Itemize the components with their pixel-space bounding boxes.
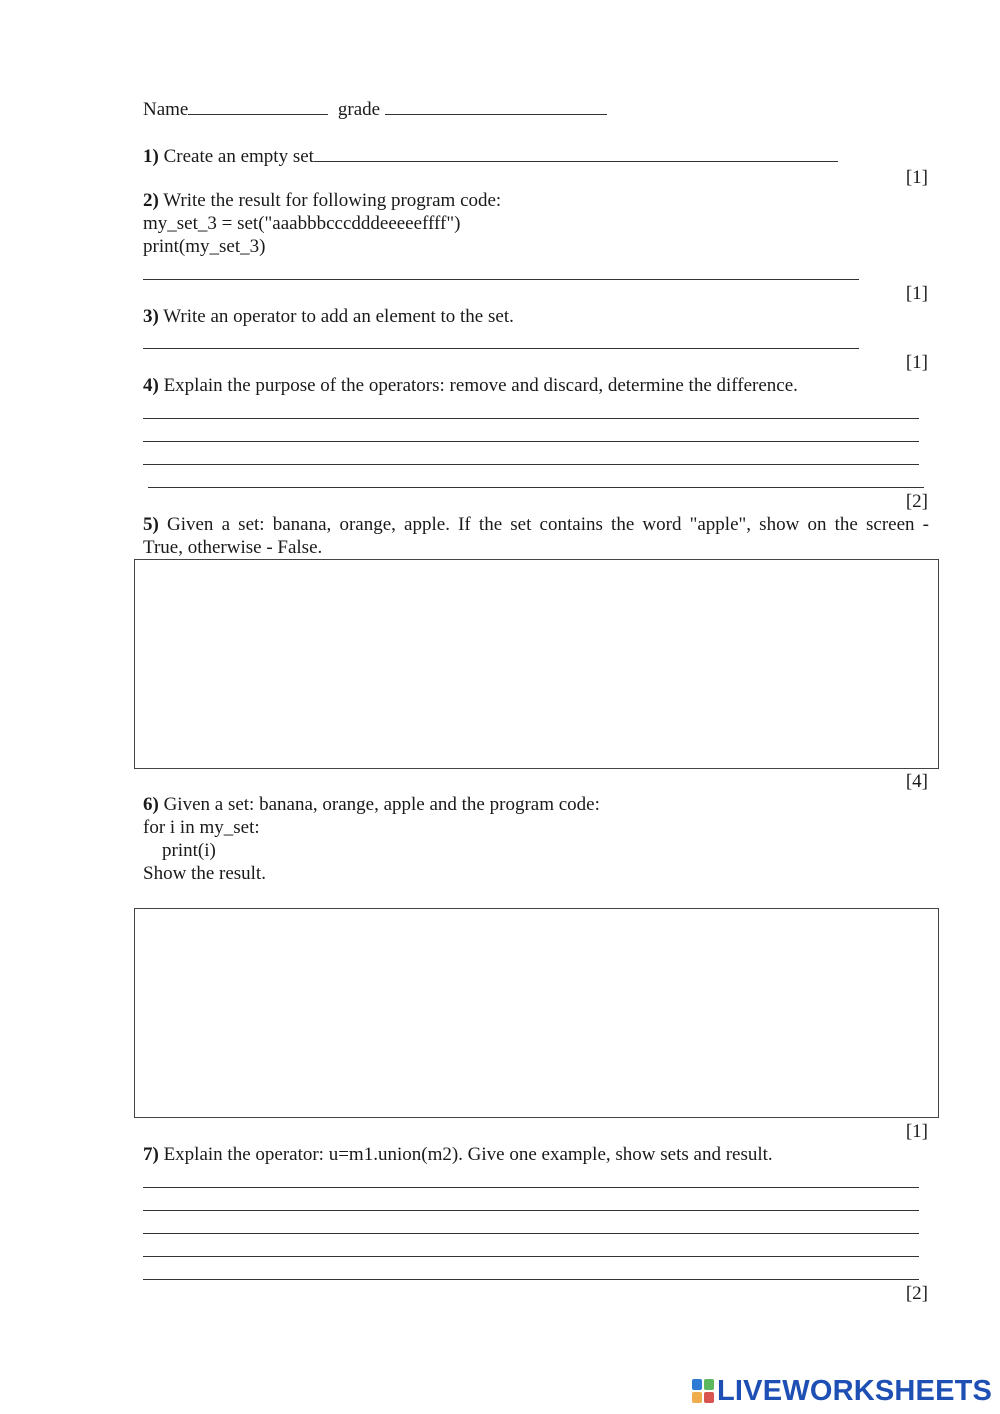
- question-3: [143, 305, 514, 328]
- mark-q4: [2]: [905, 491, 928, 512]
- question-text: Explain the operator: u=m1.union(m2). Give one example, show sets and result.: [163, 1144, 773, 1165]
- question-text: Write an operator to add an element to the set.: [163, 306, 514, 327]
- grade-label: grade: [337, 99, 381, 120]
- question-2: [143, 189, 501, 212]
- answer-line[interactable]: [143, 418, 919, 419]
- question-number: 5): [143, 514, 159, 535]
- mark-q1: [1]: [905, 167, 928, 188]
- question-number: 7): [143, 1144, 159, 1165]
- question-text: Write the result for following program code:: [163, 190, 502, 211]
- answer-line[interactable]: [143, 441, 919, 442]
- answer-line[interactable]: [143, 1187, 919, 1188]
- code-line: print(i): [143, 840, 216, 861]
- name-line: [143, 96, 607, 121]
- mark-q2: [1]: [905, 283, 928, 304]
- mark-q6: [1]: [905, 1121, 928, 1142]
- question-number: 1): [143, 146, 159, 167]
- code-line: for i in my_set:: [143, 817, 260, 838]
- question-4: [143, 374, 798, 397]
- answer-line[interactable]: [143, 464, 919, 465]
- answer-line[interactable]: [143, 1233, 919, 1234]
- question-number: 6): [143, 794, 159, 815]
- answer-box-q6[interactable]: [134, 908, 939, 1118]
- answer-line[interactable]: [314, 143, 838, 162]
- name-label: Name: [143, 99, 189, 120]
- question-text: Given a set: banana, orange, apple and the program code:: [163, 794, 600, 815]
- code-line: print(my_set_3): [143, 236, 266, 257]
- answer-line[interactable]: [143, 279, 859, 280]
- question-text: Given a set: banana, orange, apple. If the set contains the word "apple", show on the screen -: [167, 514, 930, 535]
- question-6: [143, 793, 600, 816]
- answer-line[interactable]: [143, 1210, 919, 1211]
- grade-field[interactable]: [385, 96, 607, 115]
- mark-q5: [4]: [905, 771, 928, 792]
- question-number: 4): [143, 375, 159, 396]
- answer-box-q5[interactable]: [134, 559, 939, 769]
- question-7: [143, 1143, 773, 1166]
- answer-line[interactable]: [143, 1256, 919, 1257]
- question-text: Explain the purpose of the operators: remove and discard, determine the difference.: [163, 375, 798, 396]
- question-number: 2): [143, 190, 159, 211]
- answer-line[interactable]: [143, 348, 859, 349]
- name-field[interactable]: [188, 96, 328, 115]
- question-text-continued: True, otherwise - False.: [143, 537, 323, 558]
- question-text: Create an empty set: [163, 146, 314, 167]
- answer-line[interactable]: [148, 487, 924, 488]
- question-number: 3): [143, 306, 159, 327]
- question-1: [143, 143, 838, 168]
- code-line: my_set_3 = set("aaabbbcccdddeeeeeffff"): [143, 213, 461, 234]
- answer-line[interactable]: [143, 1279, 919, 1280]
- mark-q7: [2]: [905, 1283, 928, 1304]
- question-5: [143, 513, 929, 536]
- logo-text: LIVEWORKSHEETS: [717, 1374, 993, 1407]
- liveworksheets-logo-icon: [692, 1379, 714, 1403]
- liveworksheets-logo[interactable]: [692, 1374, 992, 1408]
- question-text-continued: Show the result.: [143, 863, 266, 884]
- mark-q3: [1]: [905, 352, 928, 373]
